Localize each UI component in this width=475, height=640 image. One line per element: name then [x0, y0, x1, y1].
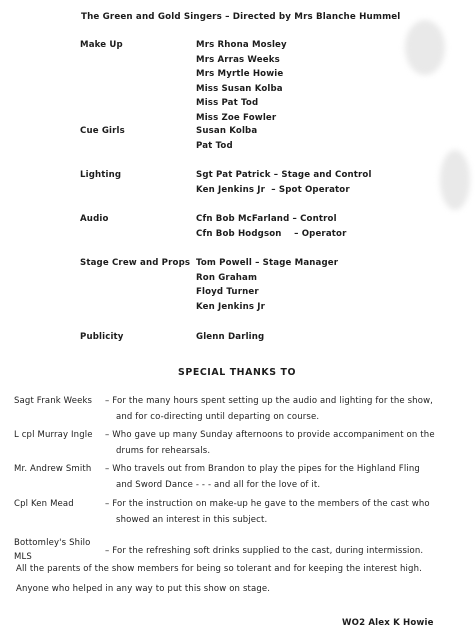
thanks-text-line: and Sword Dance - - - and all for the love of it.	[116, 480, 321, 490]
thanks-name: Cpl Ken Mead	[14, 499, 74, 509]
thanks-name: Bottomley's Shilo	[14, 538, 91, 548]
thanks-text-line: – For the instruction on make-up he gave to the members of the cast who	[105, 499, 430, 509]
signature: WO2 Alex K Howie	[342, 618, 434, 628]
crew-member-name: Sgt Pat Patrick – Stage and Control	[196, 170, 372, 180]
crew-member-name: Mrs Rhona Mosley	[196, 40, 287, 50]
thanks-name-line2: MLS	[14, 552, 32, 562]
crew-member-name: Susan Kolba	[196, 126, 258, 136]
thanks-text-line: drums for rehearsals.	[116, 446, 211, 456]
crew-role-label: Stage Crew and Props	[80, 258, 191, 268]
closing-line: Anyone who helped in any way to put this show on stage.	[16, 584, 271, 594]
crew-member-name: Floyd Turner	[196, 287, 259, 298]
special-thanks-heading: SPECIAL THANKS TO	[178, 367, 297, 378]
crew-member-name: Miss Zoe Fowler	[196, 113, 277, 123]
thanks-text-line: and for co-directing until departing on course.	[116, 412, 320, 422]
thanks-text-line: showed an interest in this subject.	[116, 515, 268, 525]
crew-member-name: Ken Jenkins Jr – Spot Operator	[196, 184, 350, 195]
crew-member-name: Miss Susan Kolba	[196, 83, 283, 94]
thanks-name: L cpl Murray Ingle	[14, 430, 93, 440]
thanks-text-line: – For the refreshing soft drinks supplied to the cast, during intermission.	[105, 546, 424, 556]
thanks-text-line: – Who travels out from Brandon to play the pipes for the Highland Fling	[105, 464, 420, 474]
paper-smudge	[405, 20, 445, 75]
page-title: The Green and Gold Singers – Directed by Mrs Blanche Hummel	[81, 12, 401, 22]
crew-role-label: Lighting	[80, 170, 122, 180]
thanks-text-line: – For the many hours spent setting up the audio and lighting for the show,	[105, 396, 434, 406]
crew-member-name: Glenn Darling	[196, 332, 265, 342]
crew-role-label: Make Up	[80, 40, 123, 50]
crew-member-name: Ken Jenkins Jr	[196, 301, 266, 312]
thanks-name: Mr. Andrew Smith	[14, 464, 92, 474]
crew-role-label: Publicity	[80, 332, 124, 342]
crew-member-name: Mrs Myrtle Howie	[196, 69, 284, 80]
thanks-text-line: – Who gave up many Sunday afternoons to provide accompaniment on the	[105, 430, 435, 440]
crew-member-name: Miss Pat Tod	[196, 98, 259, 109]
thanks-name: Sagt Frank Weeks	[14, 396, 93, 406]
crew-member-name: Mrs Arras Weeks	[196, 54, 280, 65]
crew-role-label: Audio	[80, 214, 109, 224]
crew-member-name: Cfn Bob Hodgson – Operator	[196, 228, 347, 239]
crew-member-name: Cfn Bob McFarland – Control	[196, 214, 337, 224]
crew-member-name: Pat Tod	[196, 140, 233, 151]
crew-member-name: Tom Powell – Stage Manager	[196, 258, 339, 268]
crew-role-label: Cue Girls	[80, 126, 125, 136]
paper-smudge	[440, 150, 470, 210]
crew-member-name: Ron Graham	[196, 272, 258, 283]
closing-line: All the parents of the show members for being so tolerant and for keeping the interest high.	[16, 564, 422, 574]
